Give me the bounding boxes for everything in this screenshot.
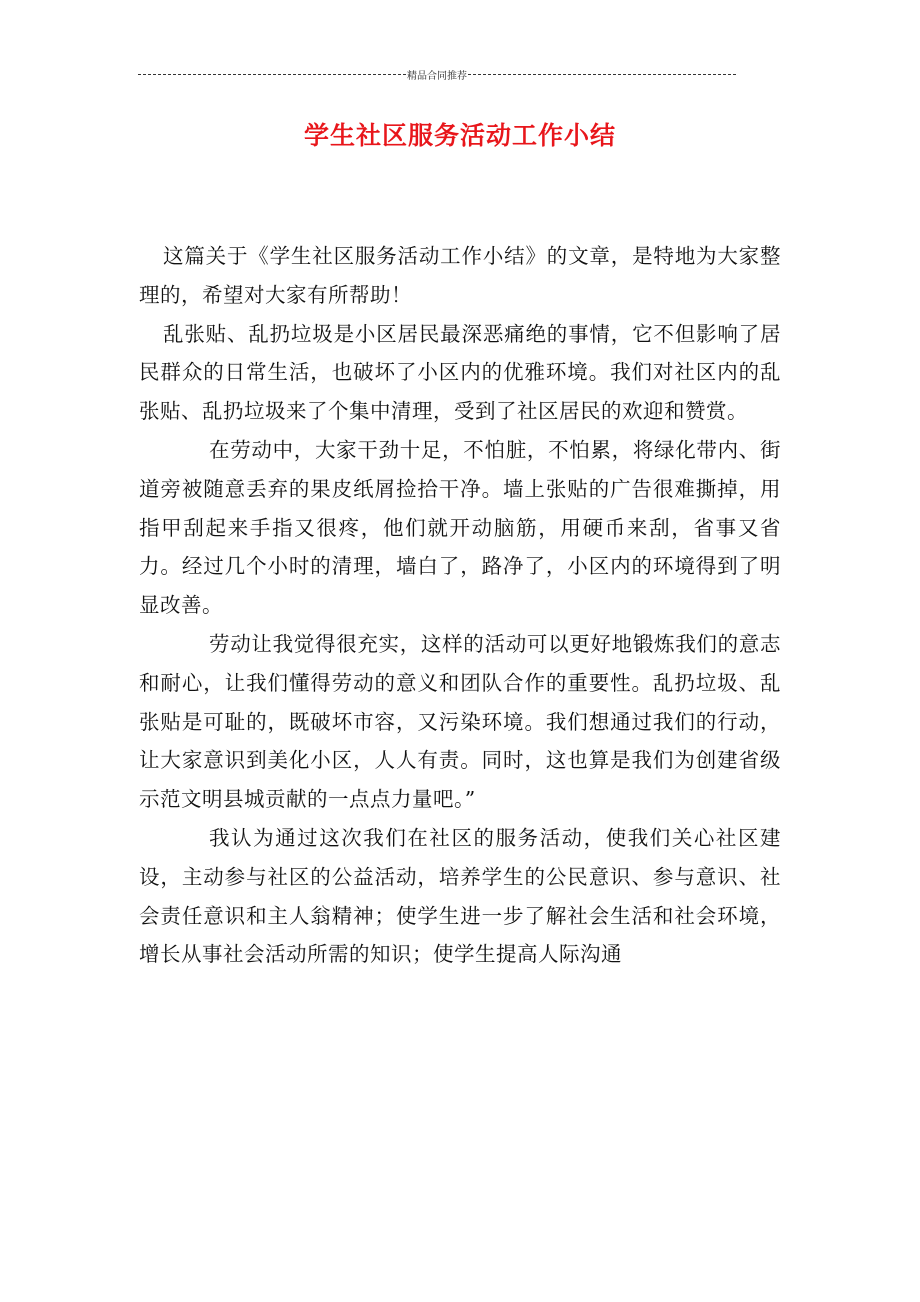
- document-body: [139, 237, 781, 974]
- paragraph-2: 在劳动中，大家干劲十足，不怕脏，不怕累，将绿化带内、街道旁被随意丢弃的果皮纸屑捡拾干净。墙上张贴的广告很难撕掉，用指甲刮起来手指又很疼，他们就开动脑筋，用硬币来刮，省事又省力。经过几个小时的清理，墙白了，路净了，小区内的环境得到了明显改善。: [139, 437, 781, 618]
- document-title: 学生社区服务活动工作小结: [303, 121, 616, 150]
- header-dash-right: [468, 74, 736, 75]
- page-header: [138, 64, 736, 84]
- header-label: 精品合同推荐: [407, 70, 467, 82]
- paragraph-intro: 这篇关于《学生社区服务活动工作小结》的文章，是特地为大家整理的，希望对大家有所帮助！: [139, 244, 781, 307]
- paragraph-4: 我认为通过这次我们在社区的服务活动，使我们关心社区建设，主动参与社区的公益活动，培养学生的公民意识、参与意识、社会责任意识和主人翁精神；使学生进一步了解社会生活和社会环境，增长从事社会活动所需的知识；使学生提高人际沟通: [139, 825, 781, 967]
- header-dash-left: [138, 74, 406, 75]
- paragraph-1: 乱张贴、乱扔垃圾是小区居民最深恶痛绝的事情，它不但影响了居民群众的日常生活，也破坏了小区内的优雅环境。我们对社区内的乱张贴、乱扔垃圾来了个集中清理，受到了社区居民的欢迎和赞赏。: [139, 321, 781, 424]
- paragraph-3: 劳动让我觉得很充实，这样的活动可以更好地锻炼我们的意志和耐心，让我们懂得劳动的意义和团队合作的重要性。乱扔垃圾、乱张贴是可耻的，既破坏市容，又污染环境。我们想通过我们的行动，让大家意识到美化小区，人人有责。同时，这也算是我们为创建省级示范文明县城贡献的一点点力量吧。”: [139, 631, 781, 812]
